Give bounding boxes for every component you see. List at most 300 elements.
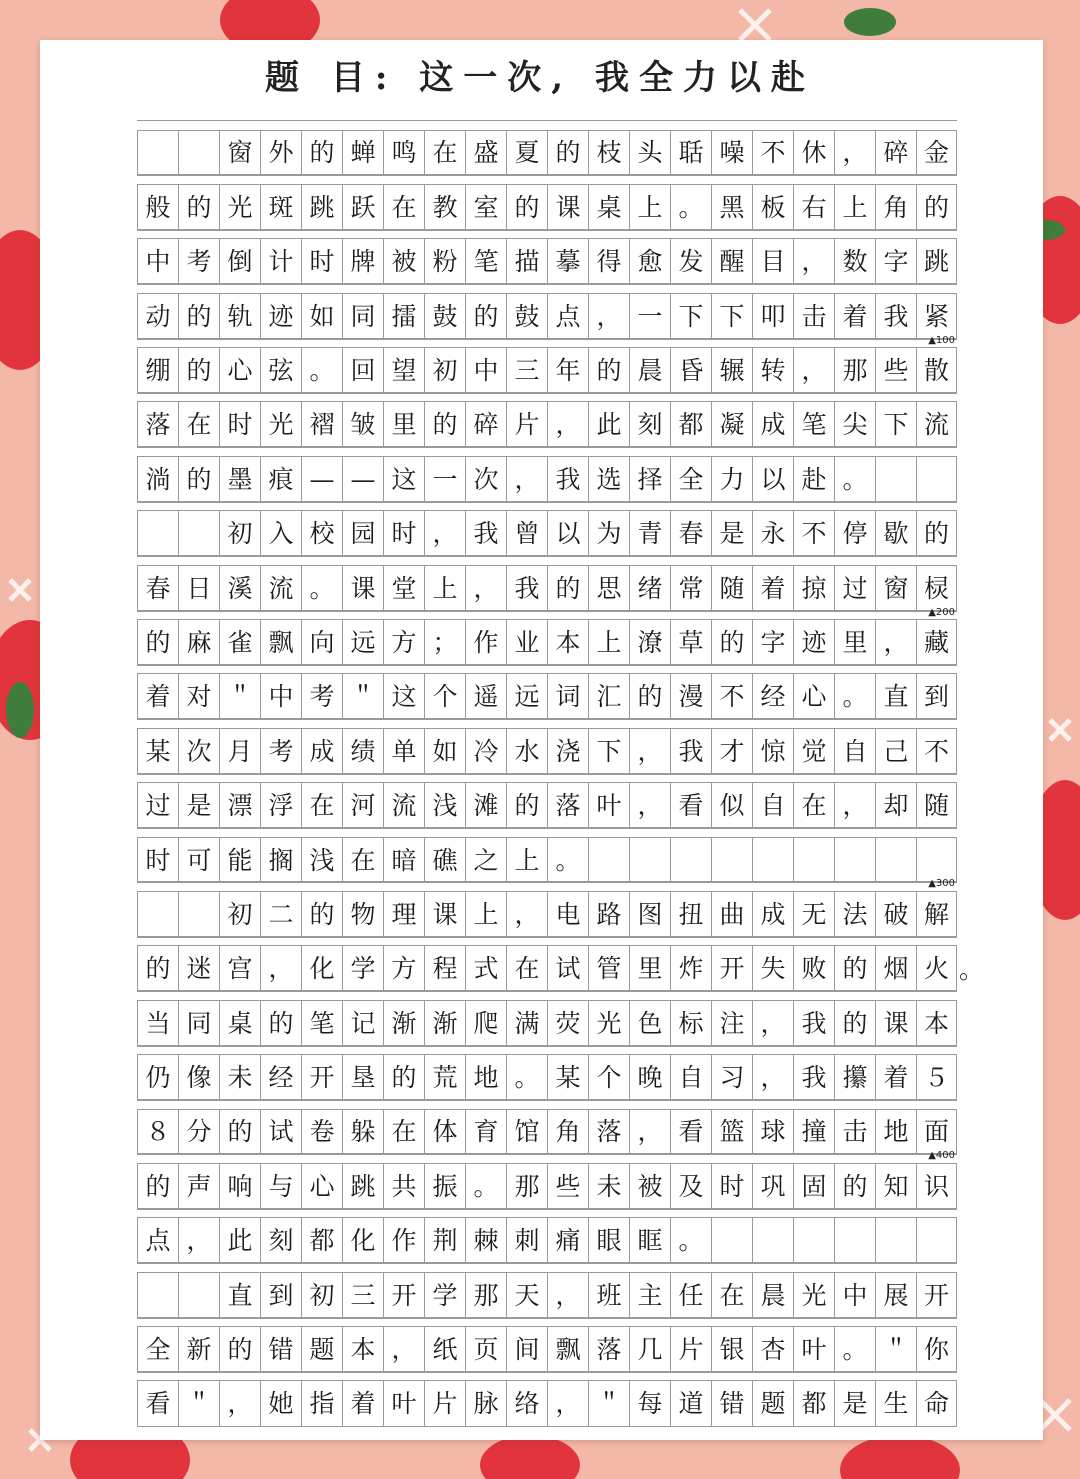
grid-cell: 火 bbox=[916, 946, 957, 991]
grid-cell: 可 bbox=[178, 838, 219, 883]
grid-cell: ， bbox=[793, 348, 834, 393]
grid-cell: 在 bbox=[711, 1273, 752, 1318]
grid-cell: 题 bbox=[752, 1381, 793, 1426]
grid-cell: 下 bbox=[875, 402, 916, 447]
grid-cell: 黑 bbox=[711, 185, 752, 230]
overflow-punctuation: 。 bbox=[959, 954, 985, 984]
grid-cell: 方 bbox=[383, 946, 424, 991]
grid-cell: 开 bbox=[301, 1055, 342, 1100]
grid-cell: 冷 bbox=[465, 729, 506, 774]
grid-cell: 中 bbox=[834, 1273, 875, 1318]
composition-grid bbox=[137, 120, 985, 1425]
grid-cell: 上 bbox=[834, 185, 875, 230]
grid-cell: 不 bbox=[793, 511, 834, 556]
grid-cell: 计 bbox=[260, 239, 301, 284]
grid-cell: 河 bbox=[342, 783, 383, 828]
grid-cell: 过 bbox=[137, 783, 178, 828]
grid-cell: 麻 bbox=[178, 620, 219, 665]
grid-cell: 式 bbox=[465, 946, 506, 991]
grid-cell: 破 bbox=[875, 892, 916, 937]
grid-cell: ， bbox=[629, 1110, 670, 1155]
grid-cell: 成 bbox=[752, 402, 793, 447]
grid-cell: 页 bbox=[465, 1327, 506, 1372]
grid-cell: 己 bbox=[875, 729, 916, 774]
grid-cell bbox=[137, 892, 178, 937]
grid-cell: 荒 bbox=[424, 1055, 465, 1100]
grid-cell: 校 bbox=[301, 511, 342, 556]
grid-cell bbox=[178, 892, 219, 937]
grid-cell: 注 bbox=[711, 1001, 752, 1046]
grid-row bbox=[137, 664, 957, 718]
grid-cell: 一 bbox=[424, 457, 465, 502]
grid-cell: ， bbox=[875, 620, 916, 665]
grid-cell: 流 bbox=[260, 566, 301, 611]
grid-cell: 回 bbox=[342, 348, 383, 393]
grid-cell: 藏 bbox=[916, 620, 957, 665]
grid-cell: 着 bbox=[752, 566, 793, 611]
grid-cell: 地 bbox=[875, 1110, 916, 1155]
row-cells bbox=[137, 184, 957, 231]
grid-cell: 本 bbox=[342, 1327, 383, 1372]
grid-cell: 振 bbox=[424, 1164, 465, 1209]
grid-cell: 摹 bbox=[547, 239, 588, 284]
grid-row bbox=[137, 555, 957, 609]
grid-cell: 此 bbox=[219, 1218, 260, 1263]
grid-cell: 片 bbox=[506, 402, 547, 447]
grid-cell: 迷 bbox=[178, 946, 219, 991]
grid-cell: 惊 bbox=[752, 729, 793, 774]
grid-cell: 年 bbox=[547, 348, 588, 393]
grid-cell: 外 bbox=[260, 131, 301, 176]
grid-row bbox=[137, 827, 957, 881]
grid-cell: 作 bbox=[383, 1218, 424, 1263]
grid-cell: 着 bbox=[875, 1055, 916, 1100]
grid-row bbox=[137, 718, 957, 772]
grid-cell: 的 bbox=[424, 402, 465, 447]
grid-cell: 我 bbox=[465, 511, 506, 556]
row-cells bbox=[137, 782, 957, 829]
grid-cell: 体 bbox=[424, 1110, 465, 1155]
grid-cell: ， bbox=[178, 1218, 219, 1263]
grid-cell: 教 bbox=[424, 185, 465, 230]
grid-cell: 金 bbox=[916, 131, 957, 176]
grid-cell: ８ bbox=[137, 1110, 178, 1155]
grid-cell: 同 bbox=[342, 294, 383, 339]
grid-cell: 笔 bbox=[301, 1001, 342, 1046]
grid-cell: 看 bbox=[670, 783, 711, 828]
grid-cell: 晨 bbox=[629, 348, 670, 393]
grid-cell: 鼓 bbox=[506, 294, 547, 339]
grid-cell: ， bbox=[834, 131, 875, 176]
grid-cell: 眼 bbox=[588, 1218, 629, 1263]
grid-cell: 目 bbox=[752, 239, 793, 284]
grid-cell: 的 bbox=[506, 185, 547, 230]
grid-cell: 着 bbox=[342, 1381, 383, 1426]
grid-cell: 字 bbox=[752, 620, 793, 665]
grid-cell: 远 bbox=[506, 674, 547, 719]
grid-cell: 络 bbox=[506, 1381, 547, 1426]
grid-cell: 片 bbox=[424, 1381, 465, 1426]
grid-cell: 对 bbox=[178, 674, 219, 719]
grid-cell: 着 bbox=[137, 674, 178, 719]
grid-cell: 与 bbox=[260, 1164, 301, 1209]
grid-cell: 园 bbox=[342, 511, 383, 556]
grid-cell: 标 bbox=[670, 1001, 711, 1046]
grid-cell: 痕 bbox=[260, 457, 301, 502]
grid-cell: 擂 bbox=[383, 294, 424, 339]
grid-cell: 头 bbox=[629, 131, 670, 176]
grid-cell: 的 bbox=[834, 946, 875, 991]
grid-cell: 却 bbox=[875, 783, 916, 828]
grid-cell: 叶 bbox=[383, 1381, 424, 1426]
grid-cell: 初 bbox=[219, 511, 260, 556]
row-cells bbox=[137, 347, 957, 394]
grid-cell: 里 bbox=[383, 402, 424, 447]
grid-row bbox=[137, 773, 957, 827]
grid-cell: 本 bbox=[547, 620, 588, 665]
grid-cell: 凝 bbox=[711, 402, 752, 447]
grid-cell: 日 bbox=[178, 566, 219, 611]
grid-cell: 我 bbox=[547, 457, 588, 502]
grid-cell: 错 bbox=[260, 1327, 301, 1372]
grid-cell: 思 bbox=[588, 566, 629, 611]
grid-cell: 此 bbox=[588, 402, 629, 447]
grid-cell: 道 bbox=[670, 1381, 711, 1426]
grid-cell: 。 bbox=[465, 1164, 506, 1209]
grid-cell: 天 bbox=[506, 1273, 547, 1318]
grid-cell: 晚 bbox=[629, 1055, 670, 1100]
grid-cell bbox=[178, 511, 219, 556]
grid-cell bbox=[875, 1218, 916, 1263]
grid-cell: 宫 bbox=[219, 946, 260, 991]
grid-cell: 跳 bbox=[916, 239, 957, 284]
grid-cell: 全 bbox=[670, 457, 711, 502]
grid-cell: ， bbox=[506, 892, 547, 937]
grid-cell: 流 bbox=[916, 402, 957, 447]
grid-cell: 碎 bbox=[875, 131, 916, 176]
grid-cell: 的 bbox=[178, 185, 219, 230]
grid-cell: ， bbox=[752, 1055, 793, 1100]
grid-cell: 聒 bbox=[670, 131, 711, 176]
grid-cell: 。 bbox=[301, 348, 342, 393]
grid-cell: 中 bbox=[137, 239, 178, 284]
grid-cell: 弦 bbox=[260, 348, 301, 393]
grid-cell: 攥 bbox=[834, 1055, 875, 1100]
grid-cell: 跳 bbox=[342, 1164, 383, 1209]
grid-cell: 。 bbox=[834, 457, 875, 502]
grid-cell: 球 bbox=[752, 1110, 793, 1155]
grid-cell: 馆 bbox=[506, 1110, 547, 1155]
grid-cell: 卷 bbox=[301, 1110, 342, 1155]
grid-cell: 记 bbox=[342, 1001, 383, 1046]
row-cells bbox=[137, 1217, 957, 1264]
grid-cell: 心 bbox=[219, 348, 260, 393]
grid-cell: 绩 bbox=[342, 729, 383, 774]
grid-cell: 的 bbox=[916, 511, 957, 556]
grid-cell: 数 bbox=[834, 239, 875, 284]
grid-cell: 物 bbox=[342, 892, 383, 937]
word-count-marker: ▲200 bbox=[928, 606, 955, 618]
grid-cell: 落 bbox=[547, 783, 588, 828]
grid-cell: 渐 bbox=[383, 1001, 424, 1046]
word-count-marker: ▲300 bbox=[928, 878, 955, 890]
grid-cell: 本 bbox=[916, 1001, 957, 1046]
grid-cell: 不 bbox=[711, 674, 752, 719]
grid-cell: 的 bbox=[301, 131, 342, 176]
grid-cell: 次 bbox=[178, 729, 219, 774]
grid-cell: 都 bbox=[301, 1218, 342, 1263]
grid-cell: 曲 bbox=[711, 892, 752, 937]
grid-cell: 直 bbox=[875, 674, 916, 719]
grid-row bbox=[137, 120, 957, 174]
grid-cell: 上 bbox=[465, 892, 506, 937]
grid-row bbox=[137, 283, 957, 337]
grid-row bbox=[137, 229, 957, 283]
grid-cell: 里 bbox=[834, 620, 875, 665]
grid-cell: ， bbox=[506, 457, 547, 502]
row-cells bbox=[137, 673, 957, 720]
grid-cell bbox=[137, 131, 178, 176]
grid-cell: 习 bbox=[711, 1055, 752, 1100]
grid-cell: 点 bbox=[137, 1218, 178, 1263]
row-cells bbox=[137, 130, 957, 177]
grid-cell: 入 bbox=[260, 511, 301, 556]
grid-cell: 片 bbox=[670, 1327, 711, 1372]
grid-cell: 经 bbox=[260, 1055, 301, 1100]
grid-cell: 噪 bbox=[711, 131, 752, 176]
row-cells bbox=[137, 1272, 957, 1319]
grid-cell: 如 bbox=[301, 294, 342, 339]
grid-cell: 击 bbox=[834, 1110, 875, 1155]
grid-cell: 浅 bbox=[424, 783, 465, 828]
grid-cell: 常 bbox=[670, 566, 711, 611]
grid-cell: 我 bbox=[875, 294, 916, 339]
grid-cell: 无 bbox=[793, 892, 834, 937]
grid-cell: 图 bbox=[629, 892, 670, 937]
grid-cell: 电 bbox=[547, 892, 588, 937]
grid-cell: 心 bbox=[301, 1164, 342, 1209]
grid-cell: 新 bbox=[178, 1327, 219, 1372]
grid-cell bbox=[137, 1273, 178, 1318]
grid-cell: ， bbox=[383, 1327, 424, 1372]
grid-cell: 似 bbox=[711, 783, 752, 828]
grid-cell: ＂ bbox=[875, 1327, 916, 1372]
grid-cell: 全 bbox=[137, 1327, 178, 1372]
grid-cell: 着 bbox=[834, 294, 875, 339]
row-cells bbox=[137, 837, 957, 884]
grid-cell: 在 bbox=[383, 185, 424, 230]
grid-cell: 时 bbox=[301, 239, 342, 284]
grid-cell: 几 bbox=[629, 1327, 670, 1372]
row-cells bbox=[137, 401, 957, 448]
grid-cell: 在 bbox=[424, 131, 465, 176]
grid-cell: 生 bbox=[875, 1381, 916, 1426]
grid-cell: 被 bbox=[383, 239, 424, 284]
grid-cell: 能 bbox=[219, 838, 260, 883]
grid-cell: 下 bbox=[711, 294, 752, 339]
grid-cell bbox=[875, 457, 916, 502]
grid-cell: 色 bbox=[629, 1001, 670, 1046]
grid-cell: 落 bbox=[588, 1327, 629, 1372]
grid-cell: 的 bbox=[137, 1164, 178, 1209]
grid-cell: 题 bbox=[301, 1327, 342, 1372]
grid-cell bbox=[916, 838, 957, 883]
grid-cell: 同 bbox=[178, 1001, 219, 1046]
grid-cell: 三 bbox=[342, 1273, 383, 1318]
grid-cell: 自 bbox=[752, 783, 793, 828]
grid-cell: 二 bbox=[260, 892, 301, 937]
grid-cell: 的 bbox=[383, 1055, 424, 1100]
grid-row bbox=[137, 606, 957, 664]
grid-cell: 里 bbox=[629, 946, 670, 991]
grid-cell: 择 bbox=[629, 457, 670, 502]
grid-cell: 初 bbox=[301, 1273, 342, 1318]
grid-cell: 上 bbox=[629, 185, 670, 230]
grid-cell: 得 bbox=[588, 239, 629, 284]
grid-cell bbox=[178, 131, 219, 176]
grid-cell: 。 bbox=[670, 1218, 711, 1263]
grid-cell: 都 bbox=[670, 402, 711, 447]
grid-cell: 绷 bbox=[137, 348, 178, 393]
grid-cell bbox=[711, 1218, 752, 1263]
grid-cell: 醒 bbox=[711, 239, 752, 284]
grid-cell bbox=[670, 838, 711, 883]
grid-cell: 每 bbox=[629, 1381, 670, 1426]
grid-cell: 杏 bbox=[752, 1327, 793, 1372]
grid-cell bbox=[588, 838, 629, 883]
grid-cell: 纸 bbox=[424, 1327, 465, 1372]
row-cells bbox=[137, 565, 957, 612]
grid-cell: 那 bbox=[465, 1273, 506, 1318]
grid-cell: 堂 bbox=[383, 566, 424, 611]
grid-cell: 共 bbox=[383, 1164, 424, 1209]
grid-cell: 选 bbox=[588, 457, 629, 502]
grid-cell: 考 bbox=[178, 239, 219, 284]
grid-cell: 刻 bbox=[629, 402, 670, 447]
grid-cell: 那 bbox=[506, 1164, 547, 1209]
grid-cell: 这 bbox=[383, 457, 424, 502]
grid-cell: 窗 bbox=[219, 131, 260, 176]
grid-cell: 个 bbox=[588, 1055, 629, 1100]
grid-cell bbox=[875, 838, 916, 883]
grid-cell: 散 bbox=[916, 348, 957, 393]
grid-cell: 开 bbox=[711, 946, 752, 991]
grid-cell bbox=[916, 1218, 957, 1263]
grid-cell: 。 bbox=[301, 566, 342, 611]
grid-cell: 碎 bbox=[465, 402, 506, 447]
grid-cell: 落 bbox=[588, 1110, 629, 1155]
grid-cell: 都 bbox=[793, 1381, 834, 1426]
grid-cell: 的 bbox=[178, 457, 219, 502]
grid-cell: ， bbox=[588, 294, 629, 339]
grid-cell: 室 bbox=[465, 185, 506, 230]
grid-cell: 远 bbox=[342, 620, 383, 665]
grid-cell bbox=[137, 511, 178, 556]
grid-row bbox=[137, 501, 957, 555]
row-cells bbox=[137, 619, 957, 666]
grid-cell: ， bbox=[547, 1381, 588, 1426]
row-cells bbox=[137, 456, 957, 503]
row-cells bbox=[137, 1380, 957, 1427]
grid-row bbox=[137, 392, 957, 446]
grid-cell: 光 bbox=[260, 402, 301, 447]
grid-cell: 脉 bbox=[465, 1381, 506, 1426]
grid-cell: 。 bbox=[547, 838, 588, 883]
grid-cell: 倒 bbox=[219, 239, 260, 284]
row-cells bbox=[137, 945, 957, 992]
grid-cell: 粉 bbox=[424, 239, 465, 284]
grid-cell: 考 bbox=[301, 674, 342, 719]
grid-cell: 些 bbox=[547, 1164, 588, 1209]
grid-cell: 觉 bbox=[793, 729, 834, 774]
grid-cell: 路 bbox=[588, 892, 629, 937]
grid-cell: 永 bbox=[752, 511, 793, 556]
grid-cell: 时 bbox=[711, 1164, 752, 1209]
grid-cell: 是 bbox=[178, 783, 219, 828]
grid-cell: 学 bbox=[424, 1273, 465, 1318]
grid-cell: 跃 bbox=[342, 185, 383, 230]
grid-cell: 一 bbox=[629, 294, 670, 339]
grid-cell: 巩 bbox=[752, 1164, 793, 1209]
grid-cell: 到 bbox=[916, 674, 957, 719]
grid-cell: 扭 bbox=[670, 892, 711, 937]
grid-cell: 她 bbox=[260, 1381, 301, 1426]
grid-cell: 解 bbox=[916, 892, 957, 937]
grid-cell: 板 bbox=[752, 185, 793, 230]
grid-cell: 桌 bbox=[588, 185, 629, 230]
grid-cell: 下 bbox=[670, 294, 711, 339]
grid-cell: 上 bbox=[424, 566, 465, 611]
grid-cell: 以 bbox=[547, 511, 588, 556]
grid-cell: 烟 bbox=[875, 946, 916, 991]
grid-row bbox=[137, 990, 957, 1044]
grid-cell: 上 bbox=[506, 838, 547, 883]
grid-cell: 是 bbox=[834, 1381, 875, 1426]
grid-cell: 光 bbox=[219, 185, 260, 230]
grid-cell: ， bbox=[629, 729, 670, 774]
grid-cell: 以 bbox=[752, 457, 793, 502]
grid-cell: 不 bbox=[916, 729, 957, 774]
grid-cell: 雀 bbox=[219, 620, 260, 665]
grid-cell: 。 bbox=[506, 1055, 547, 1100]
grid-cell: 到 bbox=[260, 1273, 301, 1318]
grid-cell: 的 bbox=[260, 1001, 301, 1046]
grid-cell: 上 bbox=[588, 620, 629, 665]
grid-cell: 漂 bbox=[219, 783, 260, 828]
grid-cell: 赴 bbox=[793, 457, 834, 502]
grid-cell: 开 bbox=[383, 1273, 424, 1318]
grid-cell: 光 bbox=[793, 1273, 834, 1318]
grid-cell: 考 bbox=[260, 729, 301, 774]
grid-cell: 爬 bbox=[465, 1001, 506, 1046]
grid-cell: 。 bbox=[670, 185, 711, 230]
grid-cell: 的 bbox=[834, 1001, 875, 1046]
grid-cell: 转 bbox=[752, 348, 793, 393]
grid-cell: ， bbox=[219, 1381, 260, 1426]
grid-cell: 满 bbox=[506, 1001, 547, 1046]
grid-cell: 不 bbox=[752, 131, 793, 176]
grid-cell: 漫 bbox=[670, 674, 711, 719]
grid-cell: 主 bbox=[629, 1273, 670, 1318]
grid-cell: 痛 bbox=[547, 1218, 588, 1263]
grid-cell: 牌 bbox=[342, 239, 383, 284]
grid-cell: ， bbox=[629, 783, 670, 828]
grid-cell: ＂ bbox=[342, 674, 383, 719]
grid-cell bbox=[752, 838, 793, 883]
grid-cell: 荧 bbox=[547, 1001, 588, 1046]
grid-cell: 地 bbox=[465, 1055, 506, 1100]
grid-cell: 才 bbox=[711, 729, 752, 774]
